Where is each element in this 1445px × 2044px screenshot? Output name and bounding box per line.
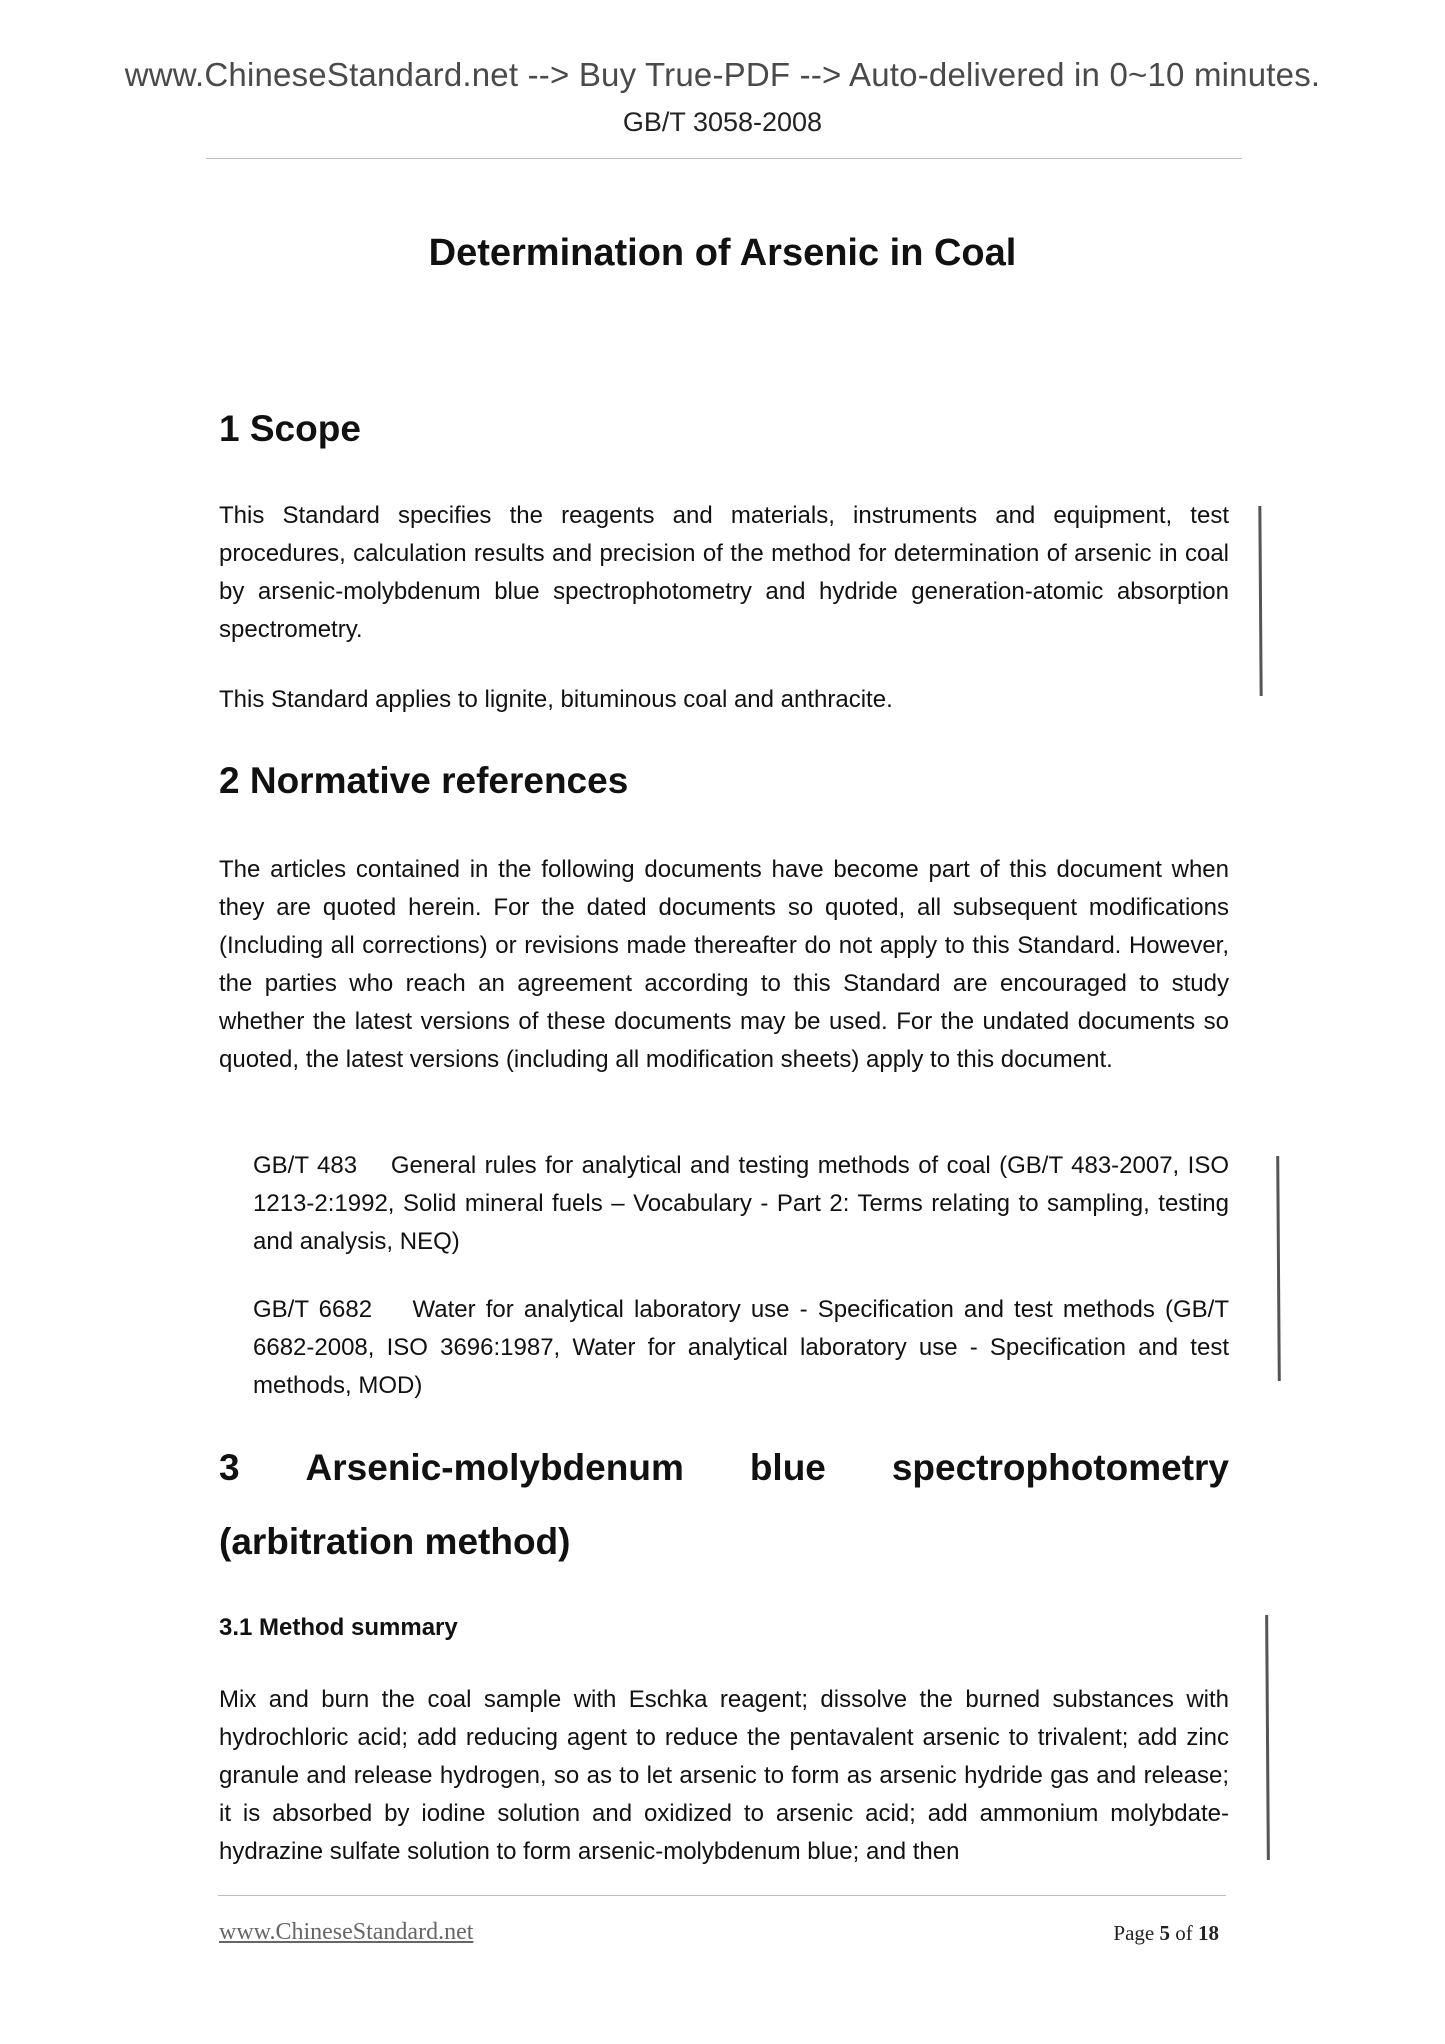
- reference-code: GB/T 483: [253, 1152, 358, 1179]
- change-bar: [1265, 1615, 1270, 1860]
- page-number-total: 18: [1198, 1921, 1219, 1945]
- reference-code: GB/T 6682: [253, 1296, 373, 1323]
- reference-item: [253, 1291, 1229, 1405]
- section-3-heading-word: blue: [749, 1447, 826, 1488]
- section-3-heading-line-2: (arbitration method): [219, 1521, 571, 1562]
- change-bar: [1276, 1156, 1281, 1381]
- page-number-current: 5: [1159, 1921, 1170, 1945]
- site-banner: www.ChineseStandard.net --> Buy True-PDF --> Auto-delivered in 0~10 minutes.: [124, 56, 1321, 93]
- header-divider: [206, 158, 1242, 159]
- change-bar: [1258, 506, 1262, 696]
- footer-site-link[interactable]: www.ChineseStandard.net: [219, 1919, 474, 1945]
- section-3-heading: [219, 1447, 1229, 1489]
- page-title: Determination of Arsenic in Coal: [428, 232, 1017, 274]
- page-number-prefix: Page: [1113, 1921, 1155, 1945]
- section-1-heading: 1 Scope: [219, 408, 361, 449]
- section-1-paragraph-1: This Standard specifies the reagents and materials, instruments and equipment, test procedures, calculation results and precision of the method for determination of arsenic in coal by arsenic-molybdenum blue spectrophotometry and hydride generation-atomic absorption spectrometry.: [219, 502, 1229, 643]
- subsection-3-1-heading: 3.1 Method summary: [219, 1614, 458, 1641]
- reference-text: General rules for analytical and testing methods of coal (GB/T 483-2007, ISO 1213-2:1992, Solid mineral fuels – Vocabulary - Part 2: Terms relating to sampling, testing and analysis, NEQ): [253, 1152, 1229, 1255]
- footer-divider: [218, 1895, 1226, 1896]
- subsection-3-1-paragraph: Mix and burn the coal sample with Eschka reagent; dissolve the burned substances with hydrochloric acid; add reducing agent to reduce the pentavalent arsenic to trivalent; add zinc granule and release hydrogen, so as to let arsenic to form as arsenic hydride gas and release; it is absorbed by iodine solution and oxidized to arsenic acid; add ammonium molybdate-hydrazine sulfate solution to form arsenic-molybdenum blue; and then: [219, 1686, 1229, 1865]
- section-2-paragraph-1: The articles contained in the following documents have become part of this document when they are quoted herein. For the dated documents so quoted, all subsequent modifications (Including all corrections) or revisions made thereafter do not apply to this Standard. However, the parties who reach an agreement according to this Standard are encouraged to study whether the latest versions of these documents may be used. For the undated documents so quoted, the latest versions (including all modification sheets) apply to this document.: [219, 856, 1229, 1073]
- section-3-heading-word: Arsenic-molybdenum: [305, 1447, 684, 1488]
- section-3-heading-word: spectrophotometry: [891, 1447, 1229, 1488]
- reference-text: Water for analytical laboratory use - Specification and test methods (GB/T 6682-2008, ISO 3696:1987, Water for analytical laboratory use - Specification and test methods, MOD): [253, 1296, 1229, 1399]
- section-3-heading-word: 3: [219, 1447, 240, 1488]
- document-code: GB/T 3058-2008: [622, 107, 823, 137]
- reference-item: [253, 1147, 1229, 1261]
- section-2-heading: 2 Normative references: [219, 760, 629, 801]
- page-number-of: of: [1175, 1921, 1193, 1945]
- page-number: [1113, 1921, 1219, 1946]
- section-1-paragraph-2: This Standard applies to lignite, bituminous coal and anthracite.: [219, 686, 893, 713]
